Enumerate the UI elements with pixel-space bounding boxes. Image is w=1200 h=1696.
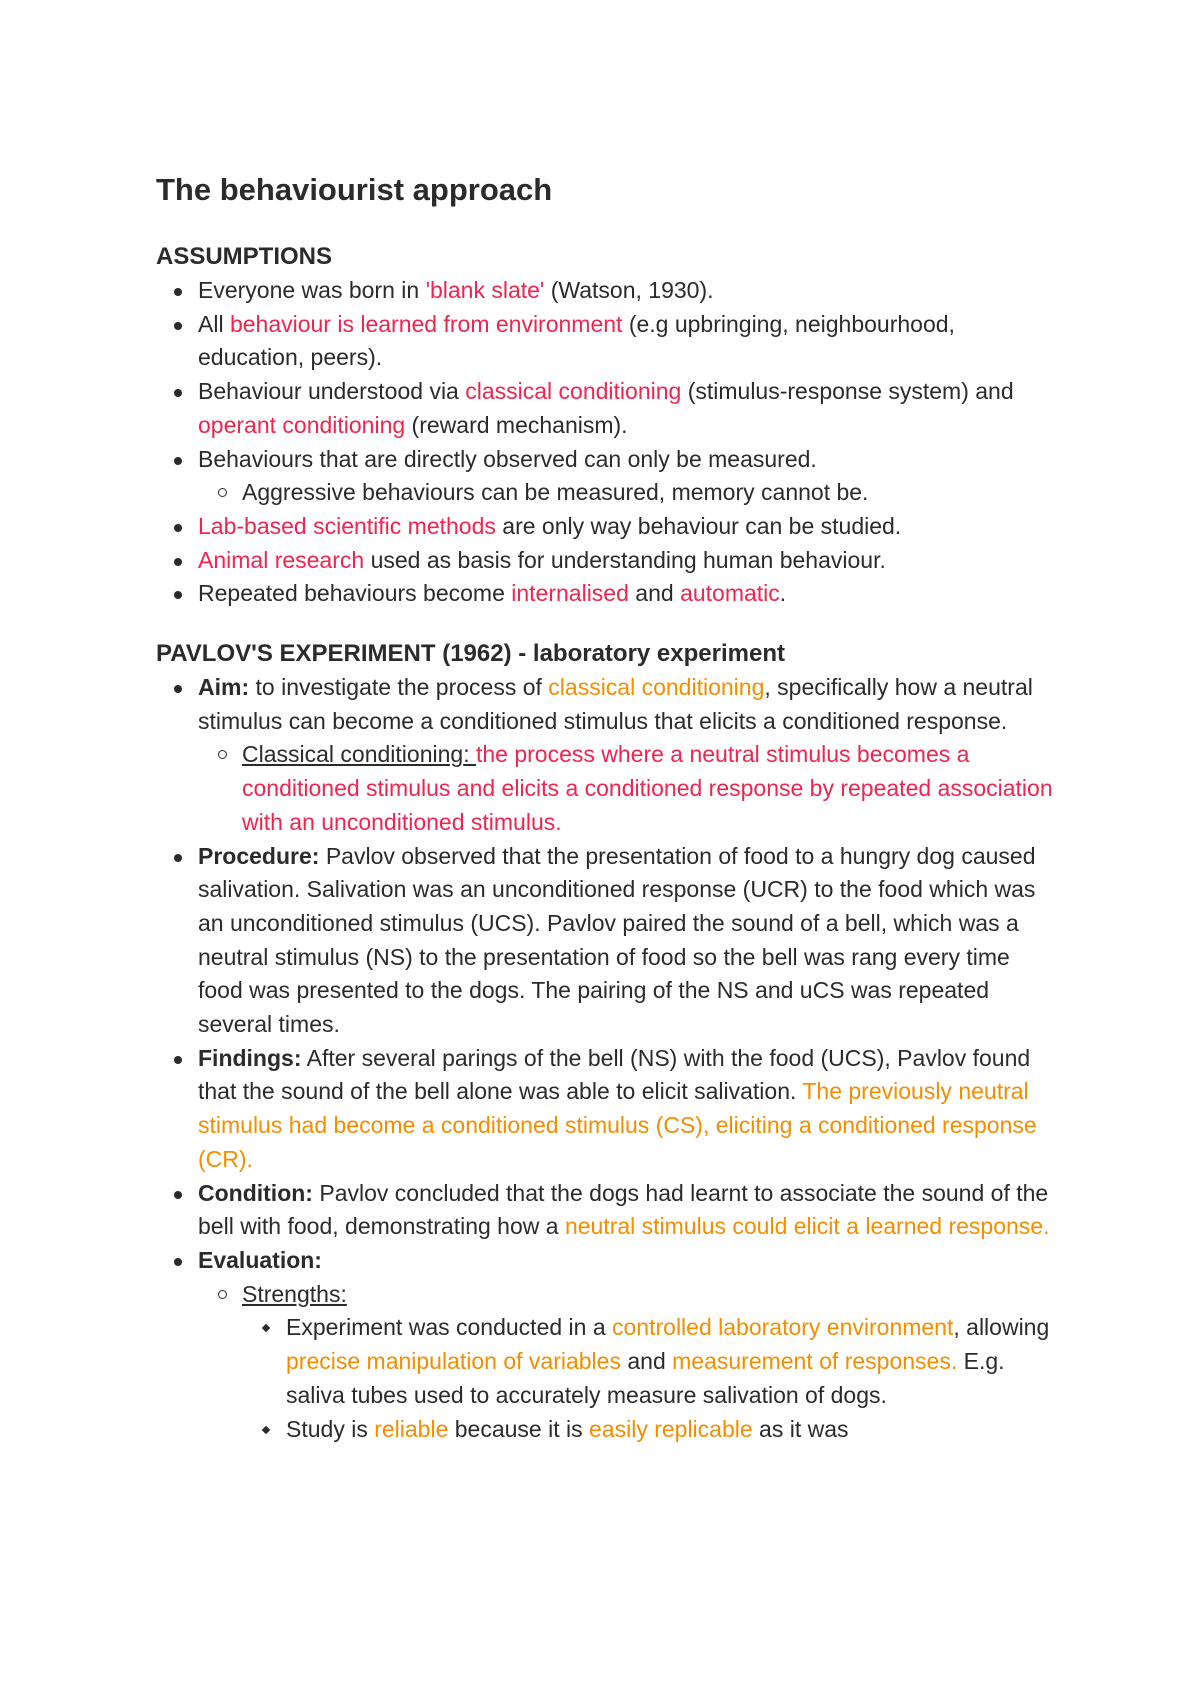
aim-item: Aim: to investigate the process of classical conditioning, specifically how a neutral stimulus can become a conditioned stimulus that elicits a conditioned response. Classical conditioning: the process where a neutral stimulus becomes a conditioned stimulus and elicits a conditioned response by repeated association with an unconditioned stimulus.: [156, 671, 1056, 840]
list-item: Lab-based scientific methods are only way behaviour can be studied.: [156, 510, 1056, 544]
assumptions-list: [156, 274, 1056, 611]
list-item: All behaviour is learned from environment (e.g upbringing, neighbourhood, education, peers).: [156, 308, 1056, 375]
sub-list: [198, 738, 1056, 839]
pavlov-heading: PAVLOV'S EXPERIMENT (1962) - laboratory experiment: [156, 640, 785, 668]
condition-item: Condition: Pavlov concluded that the dogs had learnt to associate the sound of the bell with food, demonstrating how a neutral stimulus could elicit a learned response.: [156, 1177, 1056, 1244]
diamond-bullet-icon: [262, 1425, 270, 1433]
list-item: Repeated behaviours become internalised and automatic.: [156, 577, 1056, 611]
pavlov-list: [156, 671, 1056, 1446]
page-title: The behaviourist approach: [156, 172, 553, 207]
bullet-icon: [174, 322, 182, 330]
list-item: Behaviours that are directly observed can only be measured. Aggressive behaviours can be measured, memory cannot be.: [156, 443, 1056, 510]
circle-bullet-icon: [218, 488, 227, 497]
bullet-icon: [174, 457, 182, 465]
assumptions-heading: ASSUMPTIONS: [156, 243, 333, 270]
bullet-icon: [174, 288, 182, 296]
bullet-icon: [174, 1191, 182, 1199]
diamond-bullet-icon: [262, 1324, 270, 1332]
strengths-list: [242, 1311, 1056, 1446]
strength-item: Study is reliable because it is easily replicable as it was: [242, 1413, 1056, 1447]
circle-bullet-icon: [218, 750, 227, 759]
bullet-icon: [174, 524, 182, 532]
list-item: Everyone was born in 'blank slate' (Watson, 1930).: [156, 274, 1056, 308]
circle-bullet-icon: [218, 1290, 227, 1299]
bullet-icon: [174, 591, 182, 599]
bullet-icon: [174, 685, 182, 693]
procedure-item: Procedure: Pavlov observed that the presentation of food to a hungry dog caused salivation. Salivation was an unconditioned response (UCR) to the food which was an unconditioned stimulus (UCS). Pavlov paired the sound of a bell, which was a neutral stimulus (NS) to the presentation of food so the bell was rang every time food was presented to the dogs. The pairing of the NS and uCS was repeated several times.: [156, 840, 1056, 1042]
sub-list-item: Classical conditioning: the process where a neutral stimulus becomes a conditioned stimulus and elicits a conditioned response by repeated association with an unconditioned stimulus.: [198, 738, 1056, 839]
evaluation-item: Evaluation: Strengths: Experiment was conducted in a controlled laboratory environment, allowing precise manipulation of variables and measurement of responses. E.g. saliva tubes used to accurately measure salivation of dogs. Study is reliable because it is easily replicable as it was: [156, 1244, 1056, 1446]
bullet-icon: [174, 1258, 182, 1266]
sub-list: [198, 476, 1056, 510]
strength-item: Experiment was conducted in a controlled laboratory environment, allowing precise manipulation of variables and measurement of responses. E.g. saliva tubes used to accurately measure salivation of dogs.: [242, 1311, 1056, 1412]
sub-list-item: Aggressive behaviours can be measured, memory cannot be.: [198, 476, 1056, 510]
list-item: Behaviour understood via classical conditioning (stimulus-response system) and operant conditioning (reward mechanism).: [156, 375, 1056, 442]
bullet-icon: [174, 389, 182, 397]
findings-item: Findings: After several parings of the bell (NS) with the food (UCS), Pavlov found that the sound of the bell alone was able to elicit salivation. The previously neutral stimulus had become a conditioned stimulus (CS), eliciting a conditioned response (CR).: [156, 1042, 1056, 1177]
sub-list: [198, 1278, 1056, 1447]
list-item: Animal research used as basis for understanding human behaviour.: [156, 544, 1056, 578]
bullet-icon: [174, 854, 182, 862]
document-content: [156, 170, 1056, 1446]
bullet-icon: [174, 1056, 182, 1064]
strengths-item: Strengths: Experiment was conducted in a controlled laboratory environment, allowing precise manipulation of variables and measurement of responses. E.g. saliva tubes used to accurately measure salivation of dogs. Study is reliable because it is easily replicable as it was: [198, 1278, 1056, 1447]
bullet-icon: [174, 558, 182, 566]
